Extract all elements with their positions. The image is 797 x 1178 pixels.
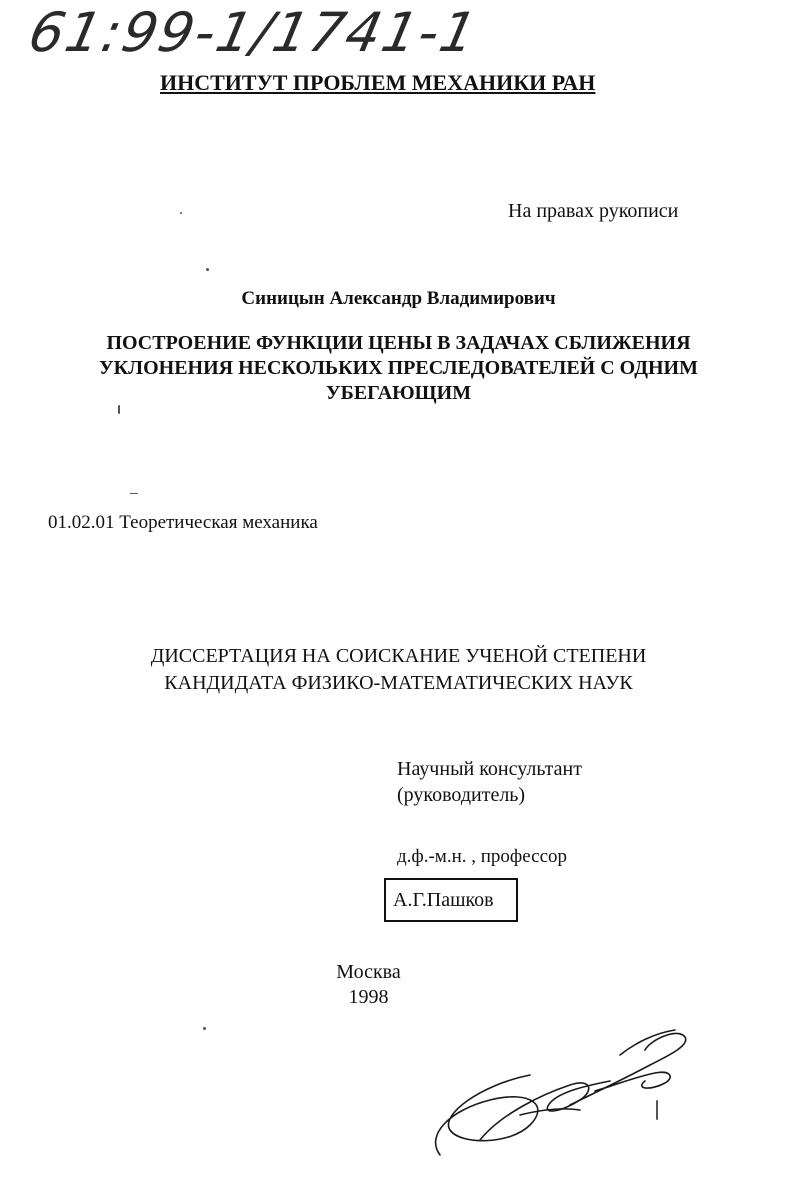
year: 1998 <box>348 986 389 1008</box>
thesis-title-line: УКЛОНЕНИЯ НЕСКОЛЬКИХ ПРЕСЛЕДОВАТЕЛЕЙ С ОДНИМ <box>99 357 698 379</box>
advisor-rank: д.ф.-м.н. , профессор <box>397 846 567 867</box>
specialty-code: 01.02.01 Теоретическая механика <box>48 512 318 533</box>
signature-image <box>420 1015 700 1165</box>
degree-line: КАНДИДАТА ФИЗИКО-МАТЕМАТИЧЕСКИХ НАУК <box>164 672 633 694</box>
thesis-title <box>40 331 757 406</box>
city-year <box>0 960 737 1010</box>
advisor-label <box>397 756 582 808</box>
advisor-name: А.Г.Пашков <box>393 889 494 911</box>
handwritten-catalog-number: 61:99-1/1741-1 <box>23 1 484 64</box>
scan-speck <box>118 405 120 414</box>
scan-speck <box>180 212 182 214</box>
advisor-label-line: (руководитель) <box>397 784 526 806</box>
scan-speck <box>130 493 138 494</box>
thesis-title-line: УБЕГАЮЩИМ <box>325 382 472 404</box>
thesis-title-line: ПОСТРОЕНИЕ ФУНКЦИИ ЦЕНЫ В ЗАДАЧАХ СБЛИЖЕНИЯ <box>106 332 691 354</box>
institute-name: ИНСТИТУТ ПРОБЛЕМ МЕХАНИКИ РАН <box>160 70 596 95</box>
scan-speck <box>656 1100 658 1120</box>
city: Москва <box>336 961 401 983</box>
rights-notice: На правах рукописи <box>508 200 679 222</box>
scan-speck <box>206 268 209 271</box>
author-name: Синицын Александр Владимирович <box>241 288 556 309</box>
advisor-label-line: Научный консультант <box>397 758 582 780</box>
scan-speck <box>203 1027 206 1030</box>
degree-statement <box>40 643 757 697</box>
degree-line: ДИССЕРТАЦИЯ НА СОИСКАНИЕ УЧЕНОЙ СТЕПЕНИ <box>150 645 647 667</box>
